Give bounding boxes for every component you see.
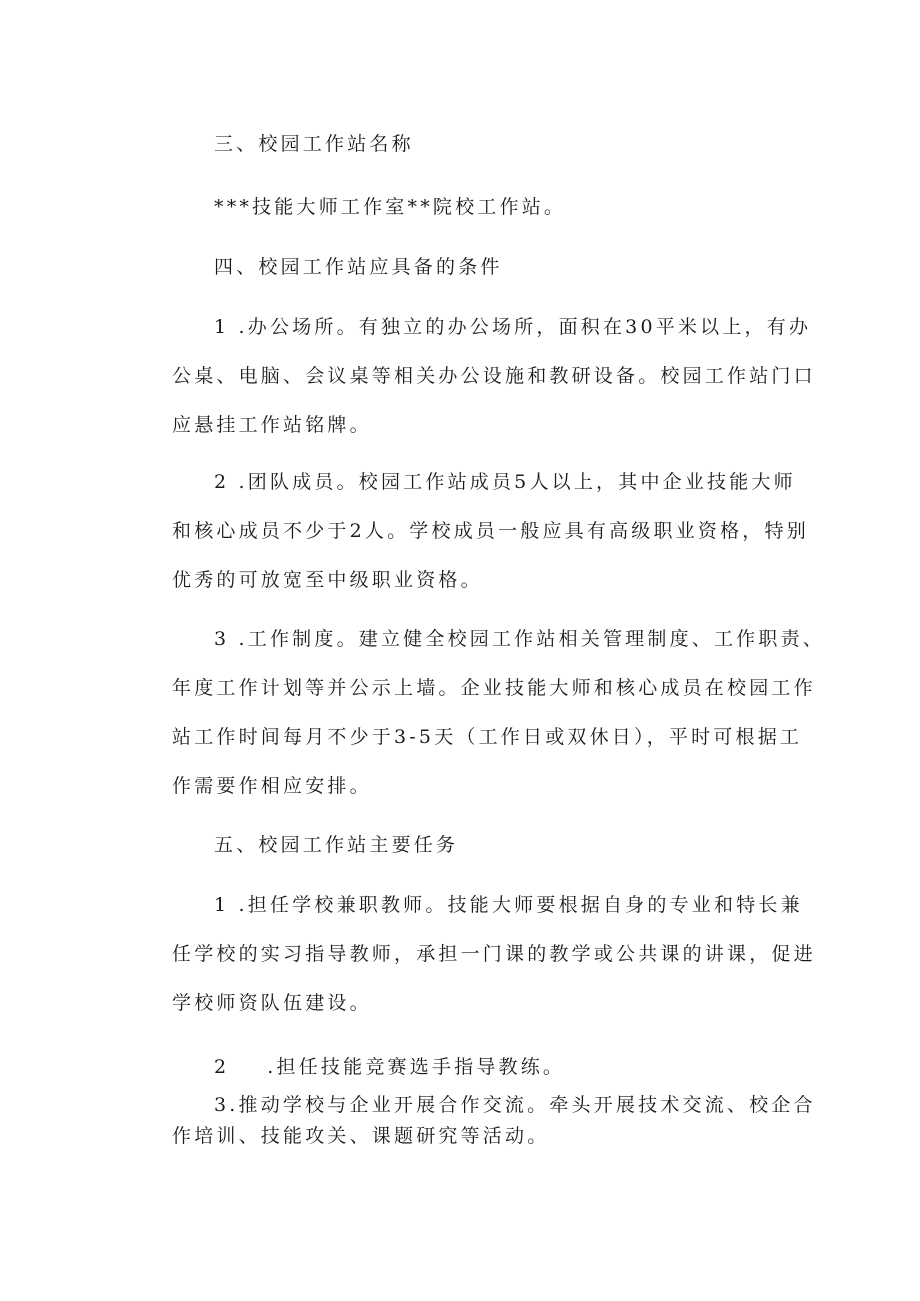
s5-item3-line2: 作培训、技能攻关、课题研究等活动。 (172, 1125, 550, 1147)
s4-item3-line4: 作需要作相应安排。 (172, 775, 372, 797)
s4-item3-line3: 站工作时间每月不少于3-5天（工作日或双休日），平时可根据工 (172, 726, 803, 748)
s5-item2-number: 2 (214, 1056, 230, 1078)
s4-item2-line2: 和核心成员不少于2人。学校成员一般应具有高级职业资格，特别 (172, 520, 809, 542)
s4-item3-line2: 年度工作计划等并公示上墙。企业技能大师和核心成员在校园工作 (172, 677, 816, 699)
s5-item3-line1: 3.推动学校与企业开展合作交流。牵头开展技术交流、校企合 (214, 1094, 816, 1116)
s4-item2-line3: 优秀的可放宽至中级职业资格。 (172, 569, 483, 591)
s5-item1-line1: 1 .担任学校兼职教师。技能大师要根据自身的专业和特长兼 (214, 894, 803, 916)
s4-item1-line2: 公桌、电脑、会议桌等相关办公设施和教研设备。校园工作站门口 (172, 365, 816, 387)
section-3-heading: 三、校园工作站名称 (214, 133, 414, 155)
section-3-body: ***技能大师工作室**院校工作站。 (214, 196, 567, 218)
s4-item2-line1: 2 .团队成员。校园工作站成员5人以上，其中企业技能大师 (214, 471, 796, 493)
section-5-heading: 五、校园工作站主要任务 (214, 834, 459, 856)
s5-item1-line2: 任学校的实习指导教师，承担一门课的教学或公共课的讲课，促进 (172, 943, 816, 965)
s5-item2-text: .担任技能竞赛选手指导教练。 (267, 1056, 566, 1078)
section-4-heading: 四、校园工作站应具备的条件 (214, 256, 503, 278)
s5-item1-line3: 学校师资队伍建设。 (172, 992, 372, 1014)
s4-item1-line1: 1 .办公场所。有独立的办公场所，面积在30平米以上，有办 (214, 316, 812, 338)
s4-item1-line3: 应悬挂工作站铭牌。 (172, 414, 372, 436)
s4-item3-line1: 3 .工作制度。建立健全校园工作站相关管理制度、工作职责、 (214, 628, 825, 650)
s5-item2-line (214, 1055, 565, 1079)
